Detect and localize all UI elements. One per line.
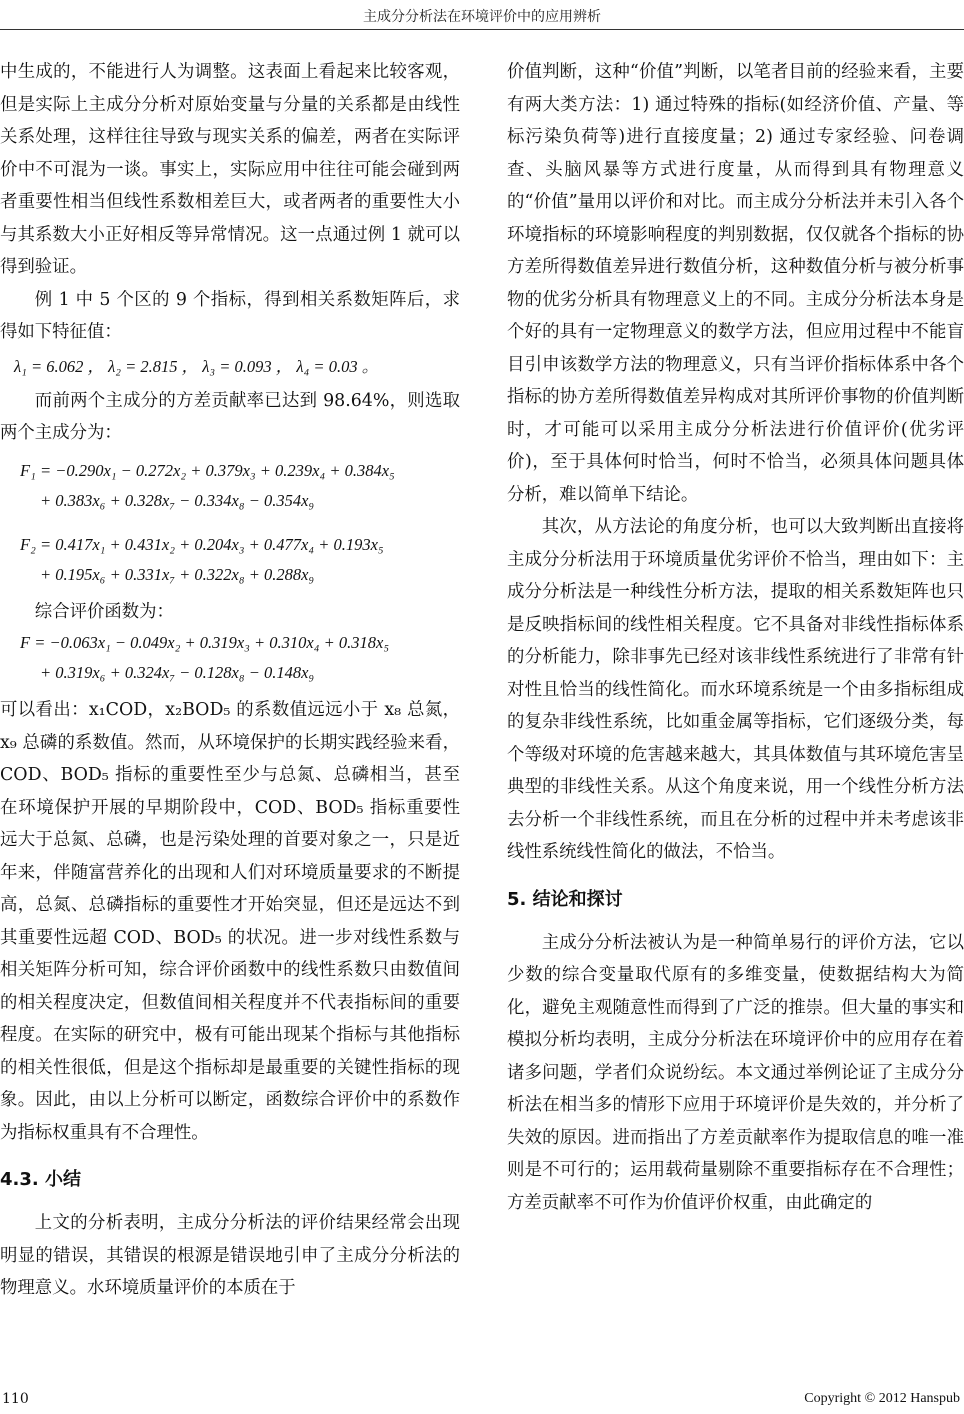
- left-paragraph-2: 例 1 中 5 个区的 9 个指标，得到相关系数矩阵后，求得如下特征值：: [0, 289, 460, 342]
- equation-f-line1: F = −0.063x₁ − 0.049x₂ + 0.319x₃ + 0.310x₄ + 0.318x₅: [20, 633, 390, 652]
- section-heading-4-3: 4.3. 小结: [0, 1169, 81, 1190]
- right-paragraph-3: 主成分分析法被认为是一种简单易行的评价方法，它以少数的综合变量取代原有的多维变量，使数据结构大为简化，避免主观随意性而得到了广泛的推崇。但大量的事实和模拟分析均表明，主成分分析法在环境评价中的应用存在着诸多问题，学者们众说纷纭。本文通过举例论证了主成分分析法在相当多的情形下应用于环境评价是失效的，并分析了失效的原因。进而指出了方差贡献率作为提取信息的唯一准则是不可行的；运用载荷量剔除不重要指标存在不合理性；方差贡献率不可作为价值评价权重，由此确定的: [507, 932, 964, 1213]
- equation-f1-line2: + 0.383x₆ + 0.328x₇ − 0.334x₈ − 0.354x₉: [40, 490, 315, 510]
- equation-f1-line1: F₁ = −0.290x₁ − 0.272x₂ + 0.379x₃ + 0.239x₄ + 0.384x₅: [20, 460, 395, 480]
- section-heading-5: 5. 结论和探讨: [507, 888, 623, 910]
- equation-f2-line2: + 0.195x₆ + 0.331x₇ + 0.322x₈ + 0.288x₉: [40, 564, 315, 584]
- right-paragraph-1: 价值判断，这种“价值”判断，以笔者目前的经验来看，主要有两大类方法：1) 通过特殊的指标(如经济价值、产量、等标污染负荷等)进行直接度量；2) 通过专家经验、问卷调查、头脑风暴等方式进行度量，从而得到具有物理意义的“价值”量用以评价和对比。而主成分分析法并未引入各个环境指标的环境影响程度的判别数据，仅仅就各个指标的协方差所得数值差异进行数值分析，这种数值分析与被分析事物的优劣分析具有物理意义上的不同。主成分分析法本身是个好的具有一定物理意义的数学方法，但应用过程中不能盲目引申该数学方法的物理意义，只有当评价指标体系中各个指标的协方差所得数值差异构成对其所评价事物的价值判断时，才可能可以采用主成分分析法进行价值评价(优劣评价)，至于具体何时恰当，何时不恰当，必须具体问题具体分析，难以简单下结论。: [507, 62, 964, 505]
- copyright-notice: Copyright © 2012 Hanspub: [804, 1391, 960, 1406]
- equation-f2-line1: F₂ = 0.417x₁ + 0.431x₂ + 0.204x₃ + 0.477x₄ + 0.193x₅: [20, 534, 384, 554]
- eigenvalue-list: λ₁ = 6.062 ， λ₂ = 2.815 ， λ₃ = 0.093 ， λ₄ = 0.03 。: [14, 356, 379, 376]
- header-divider: [0, 29, 964, 30]
- left-paragraph-4: 综合评价函数为：: [34, 601, 174, 622]
- left-paragraph-1: 中生成的，不能进行人为调整。这表面上看起来比较客观，但是实际上主成分分析对原始变量与分量的关系都是由线性关系处理，这样往往导致与现实关系的偏差，两者在实际评价中不可混为一谈。事实上，实际应用中往往可能会碰到两者重要性相当但线性系数相差巨大，或者两者的重要性大小与其系数大小正好相反等异常情况。这一点通过例 1 就可以得到验证。: [0, 62, 460, 277]
- right-column: [507, 56, 964, 1219]
- equation-f-line2: + 0.319x₆ + 0.324x₇ − 0.128x₈ − 0.148x₉: [40, 663, 315, 682]
- left-paragraph-3: 而前两个主成分的方差贡献率已达到 98.64%，则选取两个主成分为：: [0, 390, 460, 443]
- left-paragraph-6: 上文的分析表明，主成分分析法的评价结果经常会出现明显的错误，其错误的根源是错误地引申了主成分分析法的物理意义。水环境质量评价的本质在于: [0, 1213, 460, 1298]
- left-column: [0, 56, 460, 1305]
- running-title: 主成分分析法在环境评价中的应用辨析: [363, 9, 601, 25]
- left-paragraph-5: 可以看出：x₁COD，x₂BOD₅ 的系数值远远小于 x₈ 总氮，x₉ 总磷的系数值。然而，从环境保护的长期实践经验来看，COD、BOD₅ 指标的重要性至少与总氮、总磷相当，甚至在环境保护开展的早期阶段中，COD、BOD₅ 指标重要性远大于总氮、总磷，也是污染处理的首要对象之一，只是近年来，伴随富营养化的出现和人们对环境质量要求的不断提高，总氮、总磷指标的重要性才开始突显，但还是远达不到其重要性远超 COD、BOD₅ 的状况。进一步对线性系数与相关矩阵分析可知，综合评价函数中的线性系数只由数值间的相关程度决定，但数值间相关程度并不代表指标间的重要程度。在实际的研究中，极有可能出现某个指标与其他指标的相关性很低，但是这个指标却是最重要的关键性指标的现象。因此，由以上分析可以断定，函数综合评价中的系数作为指标权重具有不合理性。: [0, 700, 460, 1143]
- page-number: 110: [2, 1391, 29, 1407]
- right-paragraph-2: 其次，从方法论的角度分析，也可以大致判断出直接将主成分分析法用于环境质量优劣评价不恰当，理由如下：主成分分析法是一种线性分析方法，提取的相关系数矩阵也只是反映指标间的线性相关程度。它不具备对非线性指标体系的分析能力，除非事先已经对该非线性系统进行了非常有针对性且恰当的线性简化。而水环境系统是一个由多指标组成的复杂非线性系统，比如重金属等指标，它们逐级分类，每个等级对环境的危害越来越大，其具体数值与其环境危害呈典型的非线性关系。从这个角度来说，用一个线性分析方法去分析一个非线性系统，而且在分析的过程中并未考虑该非线性系统线性简化的做法，不恰当。: [507, 517, 964, 862]
